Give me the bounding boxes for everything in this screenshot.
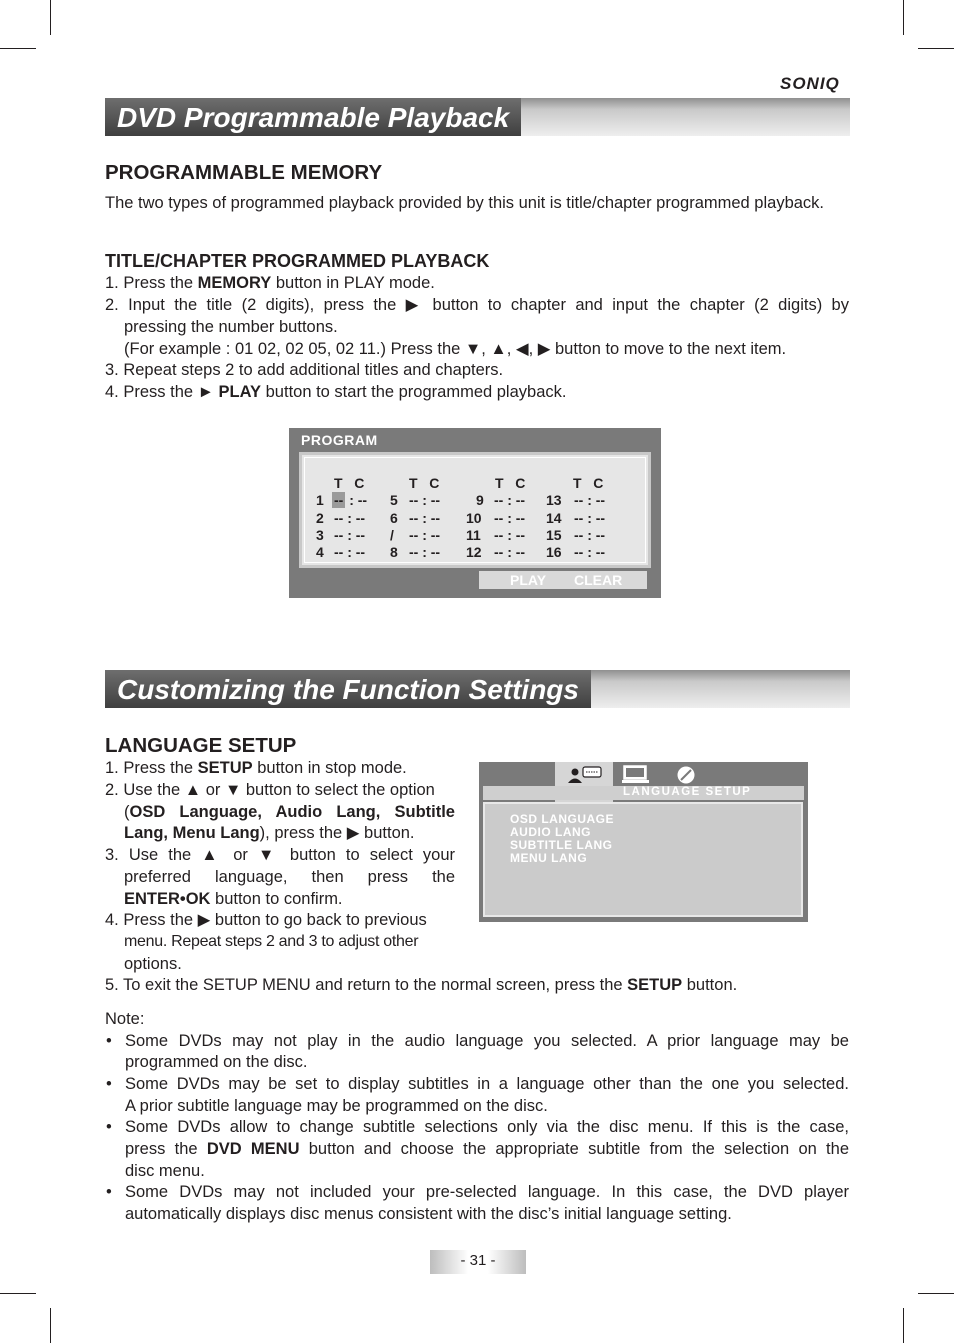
note-3-b — [125, 1138, 849, 1160]
slot-value[interactable]: -- : -- — [494, 527, 526, 543]
step-3: 3. Repeat steps 2 to add additional titles and chapters. — [105, 361, 504, 379]
banner-title: DVD Programmable Playback — [105, 98, 521, 136]
menu-lang-option[interactable]: MENU LANG — [510, 851, 588, 865]
crop-mark — [0, 1293, 36, 1294]
slot-number: 16 — [546, 544, 562, 560]
note-text: button and choose the appropriate subtitle from the selection on the — [299, 1140, 849, 1158]
audio-icon[interactable] — [676, 765, 698, 785]
slot-number: 5 — [390, 492, 398, 508]
step-text: button. — [682, 976, 738, 994]
lang-step-3-a: 3. Use the ▲ or ▼ button to select your — [105, 846, 455, 864]
dvd-menu-label: DVD MENU — [206, 1140, 300, 1158]
lang-step-5 — [105, 974, 737, 996]
clear-button[interactable]: CLEAR — [574, 572, 623, 588]
intro-paragraph: The two types of programmed playback provided by this unit is title/chapter programmed playback. — [105, 194, 825, 212]
note-4-a: Some DVDs may not included your pre-selected language. In this case, the DVD player — [125, 1183, 849, 1201]
crop-mark — [903, 0, 904, 35]
page-number-box — [430, 1250, 526, 1274]
lang-step-4-b: menu. Repeat steps 2 and 3 to adjust other — [124, 933, 419, 950]
note-1-a: Some DVDs may not play in the audio language you selected. A prior language may be — [125, 1032, 849, 1050]
slot-value[interactable]: -- : -- — [574, 527, 606, 543]
note-label: Note: — [105, 1010, 145, 1028]
lang-step-4-a: 4. Press the ▶ button to go back to previous — [105, 911, 427, 929]
col-header: T C — [334, 475, 365, 491]
note-2-a: Some DVDs may be set to display subtitles in a language other than the one you selected. — [125, 1075, 849, 1093]
slot-number: / — [390, 527, 394, 543]
slot-number: 4 — [316, 544, 324, 560]
brand-logo: SONIQ — [780, 74, 840, 93]
slot-number: 12 — [466, 544, 482, 560]
program-screen — [289, 428, 661, 598]
step-text: 1. Press the — [105, 274, 198, 292]
slot-number: 1 — [316, 492, 324, 508]
monitor-icon[interactable] — [622, 765, 650, 785]
subheading-title-chapter: TITLE/CHAPTER PROGRAMMED PLAYBACK — [105, 251, 490, 271]
slot-value[interactable]: -- : -- — [334, 527, 366, 543]
subtitle-lang-option[interactable]: SUBTITLE LANG — [510, 838, 613, 852]
col-header: T C — [495, 475, 526, 491]
note-text: press the — [125, 1140, 207, 1158]
option-names: Lang, Menu Lang — [124, 824, 260, 842]
section-banner-function-settings — [105, 670, 850, 708]
slot-value[interactable]: -- : -- — [409, 544, 441, 560]
lang-step-2-c — [124, 822, 415, 844]
lang-step-4-c: options. — [124, 955, 182, 973]
setup-label: SETUP — [197, 759, 253, 777]
step-text: 4. Press the ► — [105, 383, 219, 401]
note-2-b: A prior subtitle language may be programmed on the disc. — [125, 1097, 548, 1115]
col-header: T C — [409, 475, 440, 491]
step-text: 1. Press the — [105, 759, 198, 777]
slot-number: 14 — [546, 510, 562, 526]
memory-label: MEMORY — [197, 274, 272, 292]
slot-number: 3 — [316, 527, 324, 543]
slot-number: 11 — [466, 527, 481, 543]
crop-mark — [918, 48, 954, 49]
program-grid — [299, 452, 651, 568]
program-action-bar — [479, 571, 647, 589]
lang-step-2-b — [124, 801, 455, 823]
note-1-b: programmed on the disc. — [125, 1053, 308, 1071]
step-1 — [105, 272, 435, 294]
col-header: T C — [573, 475, 604, 491]
slot-value[interactable]: -- : -- — [494, 492, 526, 508]
step-2-line-b: pressing the number buttons. — [124, 318, 338, 336]
crop-mark — [903, 1308, 904, 1343]
osd-language-option[interactable]: OSD LANGUAGE — [510, 812, 615, 826]
slot-number: 6 — [390, 510, 398, 526]
step-text: 5. To exit the SETUP MENU and return to the normal screen, press the — [105, 976, 628, 994]
slot-number: 8 — [390, 544, 398, 560]
banner-title: Customizing the Function Settings — [105, 670, 591, 708]
bullet: • — [106, 1118, 112, 1136]
play-button[interactable]: PLAY — [510, 572, 547, 588]
slot-value[interactable]: -- : -- — [409, 510, 441, 526]
crop-mark — [50, 0, 51, 35]
lang-step-1 — [105, 757, 407, 779]
bullet: • — [106, 1075, 112, 1093]
language-setup-label: LANGUAGE SETUP — [623, 786, 752, 798]
slot-value-selected[interactable]: -- : -- — [334, 492, 368, 508]
enter-ok-label: ENTER•OK — [124, 890, 211, 908]
play-label: PLAY — [218, 383, 262, 401]
audio-lang-option[interactable]: AUDIO LANG — [510, 825, 591, 839]
step-text: button in stop mode. — [252, 759, 407, 777]
slot-value[interactable]: -- : -- — [409, 527, 441, 543]
step-text: button to start the programmed playback. — [261, 383, 567, 401]
slot-number: 9 — [476, 492, 484, 508]
note-4-b: automatically displays disc menus consistent with the disc’s initial language setting. — [125, 1205, 732, 1223]
lang-step-3-c — [124, 888, 343, 910]
option-names: OSD Language, Audio Lang, Subtitle — [129, 803, 455, 821]
bullet: • — [106, 1032, 112, 1050]
step-4 — [105, 381, 566, 403]
lang-step-3-b: preferred language, then press the — [124, 868, 455, 886]
slot-value[interactable]: -- : -- — [574, 544, 606, 560]
page-number: - 31 - — [460, 1252, 496, 1269]
lang-step-2-a: 2. Use the ▲ or ▼ button to select the option — [105, 781, 435, 799]
note-3-c: disc menu. — [125, 1162, 205, 1180]
slot-number: 2 — [316, 510, 324, 526]
step-text: ( — [124, 803, 130, 821]
language-options-panel — [483, 802, 803, 917]
slot-number: 15 — [546, 527, 562, 543]
bullet: • — [106, 1183, 112, 1201]
slot-value[interactable]: -- : -- — [574, 510, 606, 526]
slot-value[interactable]: -- : -- — [574, 492, 606, 508]
crop-mark — [50, 1308, 51, 1343]
slot-number: 10 — [466, 510, 482, 526]
slot-number: 13 — [546, 492, 562, 508]
step-text: button in PLAY mode. — [271, 274, 435, 292]
slot-value[interactable]: -- : -- — [334, 510, 366, 526]
program-title: PROGRAM — [301, 432, 378, 448]
heading-language-setup: LANGUAGE SETUP — [105, 734, 297, 757]
slot-value[interactable]: -- : -- — [494, 544, 526, 560]
slot-value[interactable]: -- : -- — [409, 492, 441, 508]
crop-mark — [0, 48, 36, 49]
step-text: ), press the ▶ button. — [259, 824, 415, 842]
selected-field: -- — [334, 492, 344, 508]
slot-value[interactable]: -- : -- — [494, 510, 526, 526]
user-settings-icon[interactable] — [567, 766, 603, 784]
section-banner-programmable — [105, 98, 850, 136]
step-2-line-a: 2. Input the title (2 digits), press the ▶ button to chapter and input the chapter (2 digits) by — [105, 296, 849, 314]
slot-value[interactable]: -- : -- — [334, 544, 366, 560]
note-3-a: Some DVDs allow to change subtitle selections only via the disc menu. If this is the case, — [125, 1118, 849, 1136]
crop-mark — [918, 1293, 954, 1294]
setup-label: SETUP — [627, 976, 683, 994]
language-setup-screen — [479, 762, 808, 922]
step-2-line-c: (For example : 01 02, 02 05, 02 11.) Press the ▼, ▲, ◀, ▶ button to move to the next item. — [124, 340, 787, 358]
heading-programmable-memory: PROGRAMMABLE MEMORY — [105, 161, 383, 184]
step-text: button to confirm. — [210, 890, 343, 908]
